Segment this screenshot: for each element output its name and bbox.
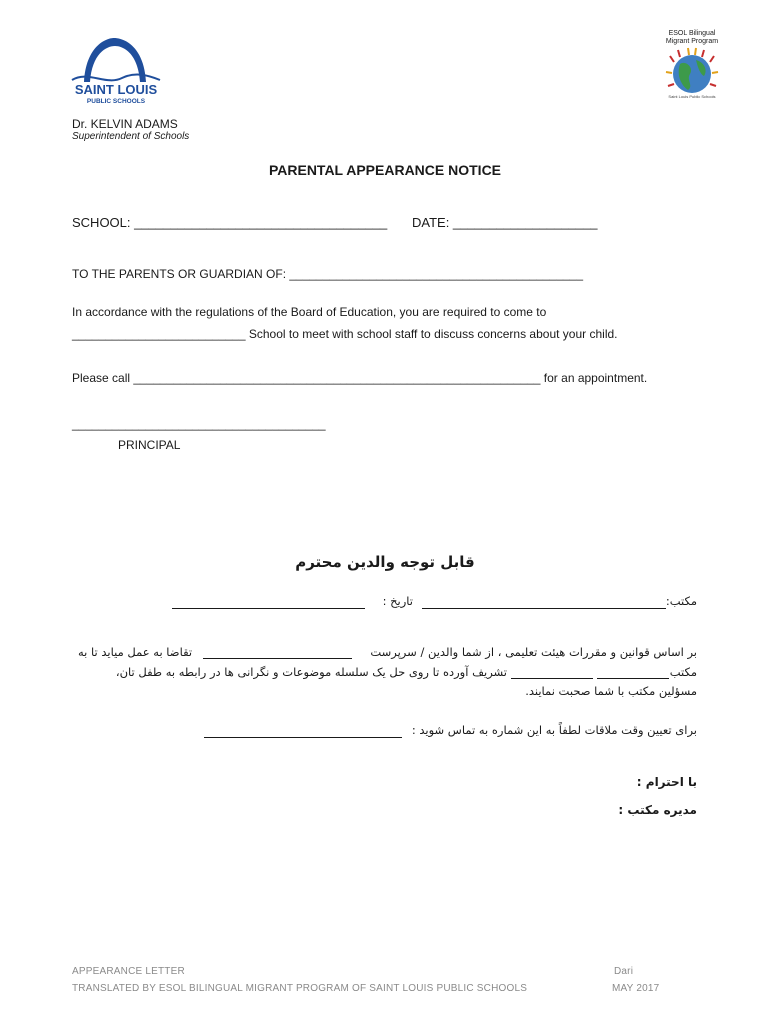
dari-guardian-line [203,657,352,659]
superintendent-name: Dr. KELVIN ADAMS [72,117,178,131]
dari-paragraph-line1-end: تقاضا به عمل میاید تا به [78,645,193,659]
esol-caption: Saint Louis Public Schools [668,94,716,99]
notice-title: PARENTAL APPEARANCE NOTICE [268,162,502,178]
footer-right-line1: Dari [614,966,634,977]
dari-appointment-text: برای تعیین وقت ملاقات لطفاً به این شماره به تماس شوید : [411,723,697,737]
signature-line: ______________________________________ [72,417,326,431]
dari-date-line [172,607,365,609]
call-line: Please call _____________________________________________________________ for an appointment. [72,371,648,385]
dari-paragraph-line1-start: بر اساس قوانین و مقررات هیئت تعلیمی ، از شما والدین / سرپرست [370,645,697,659]
dari-regards: با احترام : [636,775,697,789]
footer-left-line2: TRANSLATED BY ESOL BILINGUAL MIGRANT PROGRAM OF SAINT LOUIS PUBLIC SCHOOLS [72,983,528,994]
notice-paragraph-line1: In accordance with the regulations of the Board of Education, you are required to come to [72,305,547,319]
dari-date-label: تاریخ : [382,594,413,608]
guardian-field: TO THE PARENTS OR GUARDIAN OF: ____________________________________________ [72,267,584,281]
dari-title: قابل توجه والدین محترم [295,553,475,571]
esol-title: ESOL Bilingual Migrant Program [665,30,719,45]
dari-principal: مدیره مکتب : [618,803,697,817]
footer-right-line2: MAY 2017 [612,983,660,994]
dari-phone-line [204,736,402,738]
principal-label: PRINCIPAL [118,438,181,452]
dari-school-line [422,607,666,609]
saint-louis-logo [66,36,166,106]
date-field: DATE: ____________________ [412,215,598,230]
esol-program-logo [664,30,720,106]
arch-icon [66,36,166,106]
logo-text-sub: PUBLIC SCHOOLS [86,98,146,105]
dari-school-label: مکتب: [665,594,697,608]
dari-school-name-line-2 [511,677,593,679]
superintendent-title: Superintendent of Schools [72,131,190,142]
dari-paragraph-line3: مسؤلین مکتب با شما صحبت نمایند. [525,684,697,698]
dari-paragraph-line2-start: مکتب [669,665,697,679]
dari-school-name-line [597,677,669,679]
logo-text-main: SAINT LOUIS [74,82,158,97]
footer-left-line1: APPEARANCE LETTER [72,966,185,977]
dari-paragraph-line2-end: تشریف آورده تا روی حل یک سلسله موضوعات و نگرانی ها در رابطه به طفل تان، [115,665,507,679]
school-field: SCHOOL: ___________________________________ [72,215,388,230]
notice-paragraph-line2: __________________________ School to meet with school staff to discuss concerns about your child. [72,327,618,341]
